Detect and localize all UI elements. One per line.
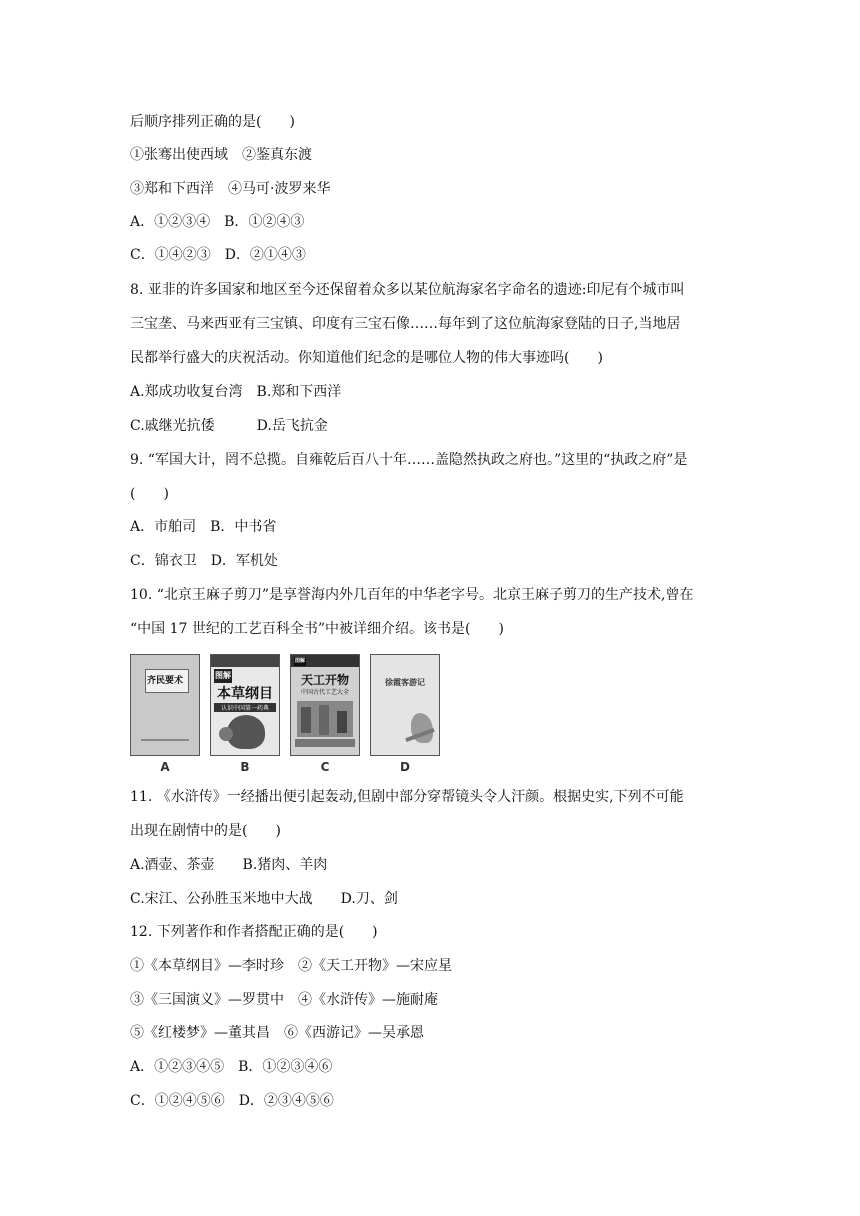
option-line: A．①②③④ B．①②④③ xyxy=(130,214,305,230)
text-line: ⑤《红楼梦》—董其昌 ⑥《西游记》—吴承恩 xyxy=(130,1025,424,1041)
text-line: ③郑和下西洋 ④马可·波罗来华 xyxy=(130,181,331,197)
option-line: C.宋江、公孙胜玉米地中大战 D.刀、剑 xyxy=(130,891,398,907)
book-covers xyxy=(130,654,450,774)
option-line: A．①②③④⑤ B．①②③④⑥ xyxy=(130,1059,333,1075)
text-line: ①《本草纲目》—李时珍 ②《天工开物》—宋应星 xyxy=(130,958,452,974)
book-label-b: B xyxy=(240,760,250,774)
book-label-a: A xyxy=(160,760,170,774)
text-line: ③《三国演义》—罗贯中 ④《水浒传》—施耐庵 xyxy=(130,992,438,1008)
text-line: ①张骞出使西域 ②鉴真东渡 xyxy=(130,147,312,163)
text-line: 后顺序排列正确的是( ) xyxy=(130,114,295,130)
question-10: 10. “北京王麻子剪刀”是享誉海内外几百年的中华老字号。北京王麻子剪刀的生产技术,曾在 xyxy=(130,587,694,603)
option-line: A．市舶司 B．中书省 xyxy=(130,519,277,535)
question-9: 9. “军国大计，罔不总揽。自雍乾后百八十年……盖隐然执政之府也。”这里的“执政之府”是 xyxy=(130,452,688,468)
book-cover-b: 图解 本草纲目 认识中国第一药典 xyxy=(210,654,280,756)
book-label-c: C xyxy=(320,760,330,774)
text-line: 民都举行盛大的庆祝活动。你知道他们纪念的是哪位人物的伟大事迹吗( ) xyxy=(130,350,603,366)
option-line: A.郑成功收复台湾 B.郑和下西洋 xyxy=(130,384,342,400)
option-line: A.酒壶、茶壶 B.猪肉、羊肉 xyxy=(130,857,328,873)
text-line: ( ) xyxy=(130,486,169,502)
question-8: 8. 亚非的许多国家和地区至今还保留着众多以某位航海家名字命名的遗迹:印尼有个城市叫 xyxy=(130,282,685,298)
book-label-d: D xyxy=(400,760,410,774)
book-cover-c: 图解 天工开物 中国古代工艺大全 xyxy=(290,654,360,756)
question-11: 11. 《水浒传》一经播出便引起轰动,但剧中部分穿帮镜头令人汗颜。根据史实,下列不可能 xyxy=(130,789,684,805)
option-line: C．锦衣卫 D．军机处 xyxy=(130,553,278,569)
question-12: 12. 下列著作和作者搭配正确的是( ) xyxy=(130,924,378,940)
text-line: “中国 17 世纪的工艺百科全书”中被详细介绍。该书是( ) xyxy=(130,621,504,637)
text-line: 三宝垄、马来西亚有三宝镇、印度有三宝石像……每年到了这位航海家登陆的日子,当地居 xyxy=(130,316,681,332)
option-line: C．①②④⑤⑥ D．②③④⑤⑥ xyxy=(130,1093,334,1109)
option-line: C．①④②③ D．②①④③ xyxy=(130,247,306,263)
option-line: C.戚继光抗倭 D.岳飞抗金 xyxy=(130,418,328,434)
book-cover-d: 徐霞客游记 xyxy=(370,654,440,756)
book-cover-a: 齐民要术 xyxy=(130,654,200,756)
text-line: 出现在剧情中的是( ) xyxy=(130,823,281,839)
